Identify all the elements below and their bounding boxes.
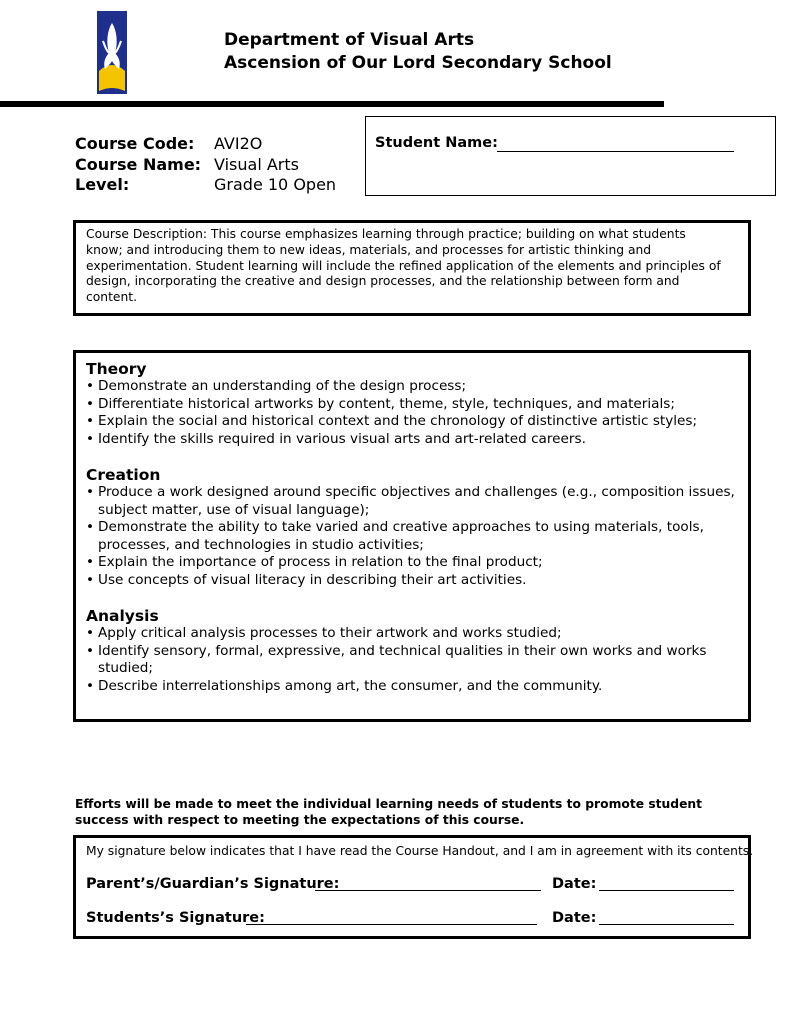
section-list — [86, 625, 736, 695]
course-name-label: Course Name: — [75, 154, 202, 174]
section-list — [86, 484, 736, 589]
school-crest-icon — [97, 11, 127, 94]
section-title: Analysis — [86, 607, 159, 625]
course-description: Course Description: This course emphasizes learning through practice; building on what students know; and introducing them to new ideas, materials, and processes for artistic thinking and experimentation. Student learning will include the refined application of the elements and principles of design, incorporating the creative and design processes, and the relationship between form and content. — [86, 227, 721, 305]
course-code-value: AVI2O — [214, 134, 263, 153]
student-name-box — [365, 116, 776, 196]
student-date-label: Date: — [552, 910, 597, 926]
list-item: • Apply critical analysis processes to their artwork and works studied; — [86, 625, 736, 643]
section-title: Creation — [86, 466, 161, 484]
parent-signature-label: Parent’s/Guardian’s Signature: — [86, 876, 340, 892]
list-item: • Produce a work designed around specific objectives and challenges (e.g., composition issues, subject matter, use of visual language); — [86, 484, 736, 519]
section-creation — [86, 466, 736, 589]
course-name-row — [75, 155, 336, 176]
list-item: • Differentiate historical artworks by content, theme, style, techniques, and materials; — [86, 396, 736, 414]
list-item: • Explain the importance of process in relation to the final product; — [86, 554, 736, 572]
student-name-label: Student Name: — [375, 135, 498, 151]
section-list — [86, 378, 736, 448]
section-title: Theory — [86, 360, 147, 378]
student-signature-field[interactable] — [246, 924, 537, 925]
parent-date-field[interactable] — [599, 890, 734, 891]
list-item: • Identify the skills required in various visual arts and art-related careers. — [86, 431, 736, 449]
course-level-label: Level: — [75, 175, 130, 194]
course-code-row — [75, 134, 336, 155]
student-date-field[interactable] — [599, 924, 734, 925]
list-item: • Describe interrelationships among art, the consumer, and the community. — [86, 678, 736, 696]
course-code-label: Course Code: — [75, 134, 195, 153]
parent-signature-field[interactable] — [315, 890, 541, 891]
student-signature-label: Students’s Signature: — [86, 910, 265, 926]
section-analysis — [86, 607, 736, 695]
student-name-field[interactable] — [497, 151, 734, 152]
course-info — [75, 134, 336, 196]
course-level-row — [75, 175, 336, 196]
list-item: • Use concepts of visual literacy in describing their art activities. — [86, 572, 736, 590]
list-item: • Demonstrate an understanding of the design process; — [86, 378, 736, 396]
parent-date-label: Date: — [552, 876, 597, 892]
school-title: Ascension of Our Lord Secondary School — [224, 53, 612, 73]
signature-statement: My signature below indicates that I have read the Course Handout, and I am in agreement with its contents. — [86, 844, 754, 858]
course-level-value: Grade 10 Open — [214, 175, 337, 194]
header-divider — [0, 101, 664, 107]
efforts-note: Efforts will be made to meet the individual learning needs of students to promote student success with respect to meeting the expectations of this course. — [75, 797, 703, 827]
list-item: • Identify sensory, formal, expressive, and technical qualities in their own works and works studied; — [86, 643, 736, 678]
section-theory — [86, 360, 736, 448]
list-item: • Explain the social and historical context and the chronology of distinctive artistic styles; — [86, 413, 736, 431]
department-title: Department of Visual Arts — [224, 30, 475, 50]
course-name-value: Visual Arts — [214, 154, 299, 174]
list-item: • Demonstrate the ability to take varied and creative approaches to using materials, tools, processes, and technologies in studio activities; — [86, 519, 736, 554]
